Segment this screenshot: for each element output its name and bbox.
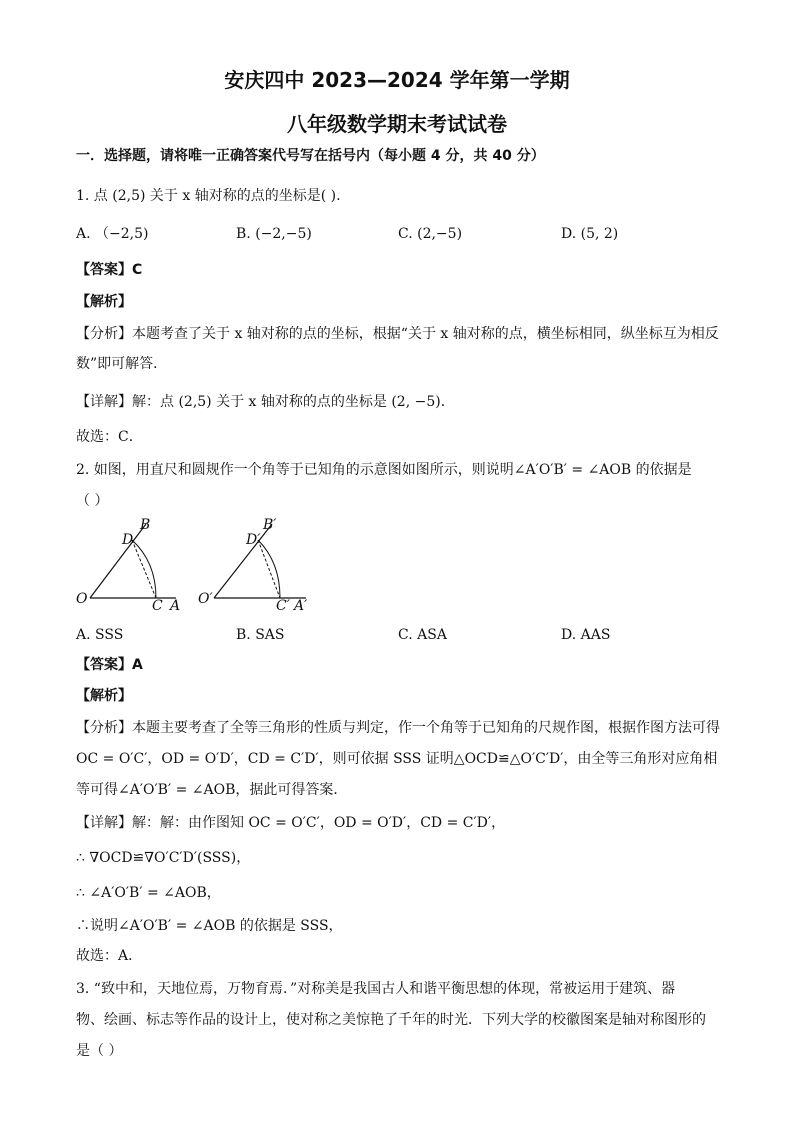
- q1-answer: 【答案】C: [76, 262, 143, 278]
- q2-analysis-head: 【解析】: [76, 688, 132, 704]
- q1-detail: 【详解】解：点 (2,5) 关于 x 轴对称的点的坐标是 (2, −5)．: [76, 394, 455, 410]
- label-c: C: [152, 598, 163, 614]
- q1-choose: 故选：C．: [76, 429, 143, 445]
- q2-option-d: D. AAS: [561, 627, 611, 643]
- label-b-prime: B′: [263, 517, 277, 533]
- ray-o-prime-b-prime: [214, 524, 272, 598]
- label-a: A: [170, 598, 181, 614]
- q2-detail-line-2: ∴ ∇OCD≌∇O′C′D′(SSS)，: [76, 850, 251, 866]
- q3-stem-line-1: 3. “致中和，天地位焉，万物育焉．”对称美是我国古人和谐平衡思想的体现，常被运用于建筑、器: [76, 981, 676, 997]
- q1-stem: 1. 点 (2,5) 关于 x 轴对称的点的坐标是( ).: [76, 188, 341, 204]
- q1-analysis-line-1: 【分析】本题考查了关于 x 轴对称的点的坐标，根据“关于 x 轴对称的点，横坐标相同，纵坐标互为相反: [76, 326, 719, 342]
- q2-analysis-line-1: 【分析】本题主要考查了全等三角形的性质与判定，作一个角等于已知角的尺规作图，根据作图方法可得: [76, 720, 720, 736]
- q1-analysis-head: 【解析】: [76, 294, 132, 310]
- label-d: D: [122, 532, 134, 548]
- label-o: O: [76, 591, 88, 607]
- q1-option-c: C. (2,−5): [398, 226, 463, 242]
- segment-c-prime-d-prime: [258, 540, 280, 598]
- q2-analysis-line-2: OC = O′C′，OD = O′D′，CD = C′D′，则可依据 SSS 证明△OCD≌△O′C′D′，由全等三角形对应角相: [76, 751, 718, 767]
- q2-option-a: A. SSS: [76, 627, 124, 643]
- segment-cd: [132, 540, 156, 598]
- q1-option-d: D. (5, 2): [561, 226, 619, 242]
- q2-answer: 【答案】A: [76, 657, 143, 673]
- label-b: B: [140, 517, 151, 533]
- q3-stem-line-2: 物、绘画、标志等作品的设计上，使对称之美惊艳了千年的时光．下列大学的校徽图案是轴对称图形的: [76, 1012, 706, 1028]
- q1-option-b: B. (−2,−5): [236, 226, 312, 242]
- q2-stem-line-1: 2. 如图，用直尺和圆规作一个角等于已知角的示意图如图所示，则说明∠A′O′B′ = ∠AOB 的依据是: [76, 462, 692, 478]
- q2-choose: 故选：A．: [76, 948, 143, 964]
- q2-construction-figure: [70, 512, 320, 616]
- q2-stem-line-2: （ ）: [76, 493, 109, 509]
- label-a-prime: A′: [294, 598, 308, 614]
- label-c-prime: C′: [276, 598, 290, 614]
- q2-detail-line-1: 【详解】解：解：由作图知 OC = O′C′，OD = O′D′，CD = C′D′，: [76, 815, 506, 831]
- ray-ob: [90, 524, 146, 598]
- section-heading: 一．选择题，请将唯一正确答案代号写在括号内（每小题 4 分，共 40 分）: [76, 148, 545, 164]
- q2-option-b: B. SAS: [236, 627, 285, 643]
- label-o-prime: O′: [198, 591, 213, 607]
- q1-analysis-line-2: 数”即可解答．: [76, 356, 168, 372]
- q2-analysis-line-3: 等可得∠A′O′B′ = ∠AOB，据此可得答案．: [76, 782, 348, 798]
- q3-stem-line-3: 是（ ）: [76, 1043, 123, 1059]
- page-subtitle: 八年级数学期末考试试卷: [287, 112, 507, 136]
- page-title: 安庆四中 2023—2024 学年第一学期: [224, 68, 570, 92]
- label-d-prime: D′: [246, 532, 261, 548]
- q2-detail-line-3: ∴ ∠A′O′B′ = ∠AOB，: [76, 885, 221, 901]
- q1-option-a: A. （−2,5): [76, 226, 149, 242]
- q2-option-c: C. ASA: [398, 627, 447, 643]
- q2-detail-line-4: ∴说明∠A′O′B′ = ∠AOB 的依据是 SSS，: [76, 918, 343, 934]
